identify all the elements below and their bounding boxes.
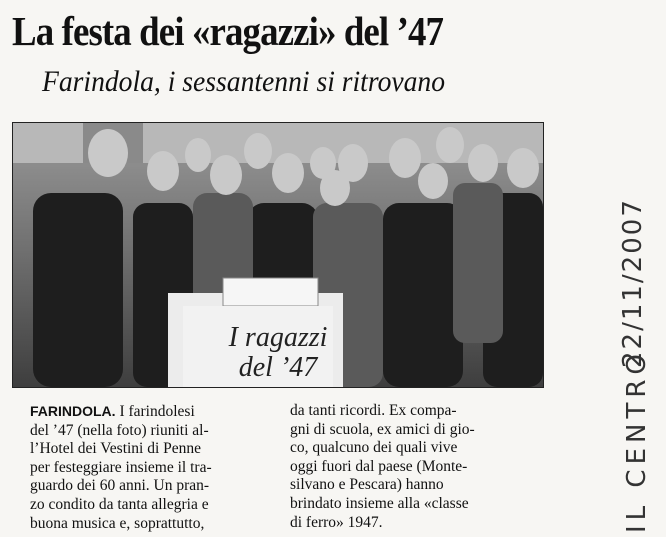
handwritten-date: 22/11/2007 [618, 198, 648, 368]
handwritten-publication: IL CENTRO [622, 349, 652, 533]
col1-line-0 [30, 402, 266, 422]
col2-line: gni di scuola, ex amici di gio- [290, 420, 475, 438]
photo-caption [178, 323, 378, 383]
col1-line: buona musica e, soprattutto, [30, 514, 205, 532]
caption-line-2: del ’47 [238, 352, 318, 383]
subheadline: Farindola, i sessantenni si ritrovano [42, 65, 446, 98]
col1-line-0-text: I farindolesi [115, 403, 195, 420]
headline: La festa dei «ragazzi» del ’47 [12, 8, 444, 54]
col1-line: zo condito da tanta allegria e [30, 495, 209, 513]
caption-line-1: I ragazzi [228, 322, 328, 353]
col2-line: co, qualcuno dei quali vive [290, 439, 458, 457]
col2-line: silvano e Pescara) hanno [290, 476, 444, 494]
col2-line: oggi fuori dal paese (Monte- [290, 457, 468, 475]
group-photo [12, 122, 544, 388]
col2-line: da tanti ricordi. Ex compa- [290, 402, 457, 419]
article-column-2 [290, 402, 540, 532]
col2-line: di ferro» 1947. [290, 513, 383, 531]
col1-line: l’Hotel dei Vestini di Penne [30, 440, 202, 458]
col1-line: del ’47 (nella foto) riuniti al- [30, 421, 209, 439]
dateline: FARINDOLA. [30, 403, 116, 419]
col1-line: per festeggiare insieme il tra- [30, 458, 212, 476]
col1-line: guardo dei 60 anni. Un pran- [30, 477, 210, 495]
col2-line: brindato insieme alla «classe [290, 494, 469, 512]
article-column-1 [30, 402, 266, 533]
